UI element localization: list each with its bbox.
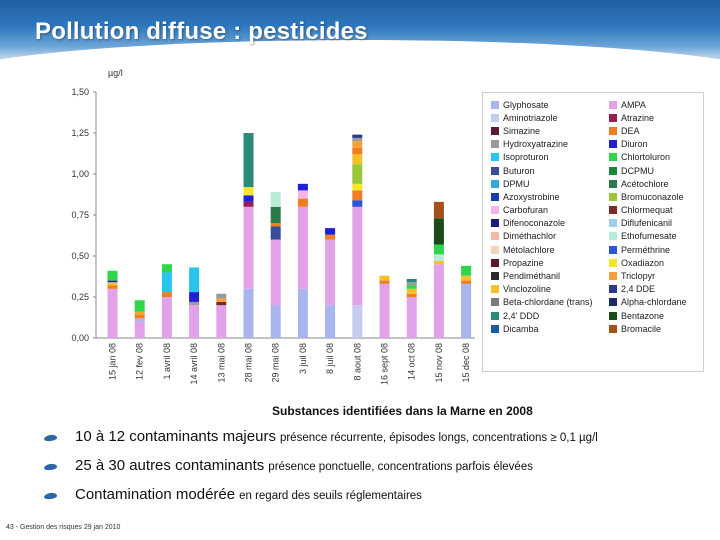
x-tick-label: 14 oct 08 [406,343,417,381]
legend-label: Chlormequat [621,205,673,216]
bullet-main-text: Contamination modérée [75,486,236,503]
legend-swatch [491,180,499,188]
bar-segment [271,305,281,338]
legend-item [609,111,705,124]
legend-swatch [609,285,617,293]
legend-item [609,322,705,335]
legend-swatch [491,101,499,109]
bar-segment [108,289,118,338]
legend-item [491,309,609,322]
x-tick-label: 13 mai 08 [216,343,227,383]
legend-item [609,243,705,256]
legend-label: Azoxystrobine [503,191,560,202]
bar-segment [298,289,308,338]
legend-swatch [491,193,499,201]
legend-label: Propazine [503,257,544,268]
legend-item [491,98,609,111]
legend-swatch [491,285,499,293]
legend-label: Glyphosate [503,99,549,110]
bar-segment [407,279,417,282]
bullet-sub-text: présence ponctuelle, concentrations parfois élevées [268,461,533,473]
x-tick-label: 3 juil 08 [297,343,308,375]
legend-swatch [609,101,617,109]
bar-segment [352,184,362,191]
y-tick-label: 1,25 [71,128,89,138]
legend-item [609,217,705,230]
legend-label: Perméthrine [621,244,671,255]
bar-segment [216,302,226,305]
bar-segment [244,187,254,195]
y-tick-label: 0,50 [71,251,89,261]
bar-segment [189,292,199,302]
bar-segment [352,154,362,164]
bar-segment [216,294,226,299]
legend-label: Diuron [621,139,648,150]
legend-label: Beta-chlordane (trans) [503,297,593,308]
legend-swatch [609,246,617,254]
legend-item [491,124,609,137]
legend-label: Métolachlore [503,244,555,255]
legend-label: DEA [621,125,640,136]
legend-swatch [609,272,617,280]
bar-segment [434,218,444,244]
y-tick-label: 0,25 [71,292,89,302]
bar-segment [352,135,362,138]
bar-segment [434,245,444,255]
legend-label: Bentazone [621,310,665,321]
legend-swatch [609,219,617,227]
bar-segment [271,226,281,239]
legend-item [609,230,705,243]
legend-item [491,217,609,230]
legend-item [491,164,609,177]
legend-swatch [491,232,499,240]
bar-segment [325,235,335,240]
legend-swatch [609,312,617,320]
bar-segment [325,305,335,338]
legend-swatch [609,259,617,267]
legend-swatch [491,167,499,175]
y-tick-label: 0,00 [71,333,89,343]
x-tick-label: 15 nov 08 [433,343,444,383]
legend-label: Buturon [503,165,535,176]
bar-segment [461,276,471,281]
legend-swatch [491,325,499,333]
chart-legend [482,92,704,372]
legend-swatch [609,193,617,201]
bar-segment [380,276,390,281]
legend-label: Carbofuran [503,205,549,216]
bar-segment [434,254,444,261]
legend-item [491,256,609,269]
legend-label: Bromuconazole [621,191,684,202]
legend-swatch [609,232,617,240]
legend-label: Ethofumesate [621,231,677,242]
x-tick-label: 16 sept 08 [379,343,390,386]
bar-segment [298,199,308,207]
legend-item [491,243,609,256]
legend-item [609,177,705,190]
legend-item [609,256,705,269]
legend-label: Diméthachlor [503,231,557,242]
bar-segment [271,207,281,223]
legend-label: Atrazine [621,112,655,123]
bar-segment [407,297,417,338]
bar-segment [216,299,226,302]
legend-label: Bromacile [621,323,662,334]
bar-segment [352,200,362,207]
legend-item [609,296,705,309]
bar-segment [352,138,362,141]
footer-text: 43 - Gestion des risques 29 jan 2010 [6,524,121,531]
x-tick-label: 14 avril 08 [189,343,200,385]
bar-segment [108,282,118,285]
bar-segment [298,184,308,191]
bar-segment [461,284,471,338]
bar-segment [271,240,281,306]
bar-segment [244,133,254,187]
legend-swatch [491,206,499,214]
bar-segment [108,271,118,281]
x-tick-label: 8 aout 08 [352,343,363,381]
bar-segment [380,284,390,338]
legend-item [609,138,705,151]
bar-segment [352,305,362,338]
x-tick-label: 8 juil 08 [325,343,336,375]
legend-item [609,98,705,111]
bar-segment [298,207,308,289]
bar-segment [434,261,444,264]
legend-swatch [609,206,617,214]
legend-label: Alpha-chlordane [621,297,687,308]
legend-label: DCPMU [621,165,654,176]
legend-item [609,151,705,164]
legend-swatch [491,259,499,267]
legend-label: Vinclozoline [503,284,551,295]
x-tick-label: 12 fev 08 [134,343,145,381]
legend-swatch [609,180,617,188]
legend-label: Triclopyr [621,271,656,282]
legend-item [609,283,705,296]
x-tick-label: 15 jan 08 [107,343,118,381]
bar-segment [461,281,471,284]
legend-item [491,151,609,164]
bar-segment [461,266,471,276]
legend-swatch [491,246,499,254]
y-tick-label: 1,00 [71,169,89,179]
legend-swatch [491,298,499,306]
bar-segment [135,315,145,318]
x-tick-label: 29 mai 08 [270,343,281,383]
bar-segment [135,300,145,311]
legend-swatch [609,114,617,122]
bar-segment [271,223,281,226]
bar-segment [162,297,172,338]
bar-segment [352,141,362,148]
legend-item [609,269,705,282]
legend-item [491,190,609,203]
bullet-sub-text: en regard des seuils réglementaires [239,490,422,502]
bar-segment [352,148,362,155]
legend-label: Isoproturon [503,152,549,163]
legend-swatch [609,298,617,306]
bar-segment [352,164,362,184]
x-tick-label: 1 avril 08 [161,343,172,380]
bullet-sub-text: présence récurrente, épisodes longs, concentrations ≥ 0,1 µg/l [279,432,598,444]
bar-segment [108,286,118,289]
x-tick-label: 28 mai 08 [243,343,254,383]
legend-label: Hydroxyatrazine [503,139,569,150]
legend-item [609,309,705,322]
legend-label: 2,4 DDE [621,284,656,295]
legend-label: Chlortoluron [621,152,671,163]
bar-segment [244,289,254,338]
legend-item [491,283,609,296]
legend-swatch [491,114,499,122]
legend-label: DPMU [503,178,530,189]
legend-label: Difenoconazole [503,218,566,229]
bar-segment [135,318,145,321]
bar-segment [407,289,417,294]
legend-swatch [491,140,499,148]
legend-label: Aminotriazole [503,112,558,123]
bar-segment [352,207,362,305]
bar-segment [298,190,308,198]
legend-label: Diflufenicanil [621,218,673,229]
chart-caption: Substances identifiées dans la Marne en 2008 [272,404,533,418]
legend-item [609,164,705,177]
y-tick-label: 0,75 [71,210,89,220]
legend-item [491,269,609,282]
bar-segment [162,264,172,272]
page-title: Pollution diffuse : pesticides [35,18,368,45]
legend-item [491,138,609,151]
bar-segment [108,281,118,283]
y-axis-unit: µg/l [108,68,123,78]
bar-segment [189,305,199,338]
bar-segment [244,195,254,202]
bullet-icon [44,434,58,442]
bar-segment [407,282,417,285]
bar-segment [216,305,226,338]
bar-segment [325,240,335,306]
bullet-main-text: 25 à 30 autres contaminants [75,457,265,474]
legend-item [609,204,705,217]
bar-segment [407,294,417,297]
legend-swatch [609,325,617,333]
bar-segment [162,272,172,292]
bar-segment [434,202,444,218]
legend-item [491,111,609,124]
bar-segment [244,207,254,289]
bar-segment [135,312,145,315]
bar-segment [189,302,199,305]
bar-segment [135,322,145,338]
legend-swatch [609,140,617,148]
legend-label: Acétochlore [621,178,669,189]
legend-swatch [491,153,499,161]
legend-swatch [491,219,499,227]
bar-segment [189,267,199,292]
legend-label: Simazine [503,125,541,136]
legend-swatch [609,127,617,135]
legend-grid [491,98,705,335]
bullet-icon [44,492,58,500]
legend-item [609,124,705,137]
legend-item [491,204,609,217]
legend-swatch [491,127,499,135]
legend-item [491,296,609,309]
legend-label: Dicamba [503,323,539,334]
legend-item [491,177,609,190]
legend-item [491,322,609,335]
legend-label: AMPA [621,99,646,110]
bullet-icon [44,463,58,471]
bar-segment [325,228,335,235]
legend-swatch [491,312,499,320]
legend-swatch [609,167,617,175]
bullet-main-text: 10 à 12 contaminants majeurs [75,428,276,445]
legend-label: Oxadiazon [621,257,665,268]
legend-swatch [491,272,499,280]
bar-segment [271,192,281,207]
x-tick-label: 15 dec 08 [461,343,472,383]
legend-label: Pendiméthanil [503,271,561,282]
legend-item [609,190,705,203]
bar-segment [244,202,254,207]
legend-item [491,230,609,243]
bar-segment [162,292,172,297]
bar-segment [407,286,417,289]
legend-swatch [609,153,617,161]
y-tick-label: 1,50 [71,87,89,97]
legend-label: 2,4' DDD [503,310,540,321]
bar-segment [434,264,444,338]
bar-segment [352,190,362,200]
bar-segment [380,281,390,284]
